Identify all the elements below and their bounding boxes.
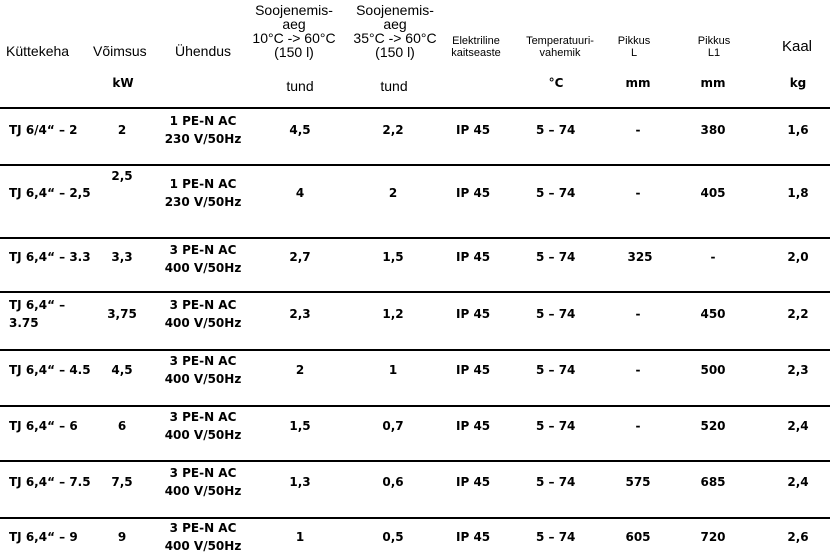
unit-mm-l1: mm [700, 76, 726, 90]
cell-weight: 1,6 [787, 123, 809, 137]
cell-length-l1: 450 [700, 307, 726, 321]
cell-length-l: - [635, 123, 641, 137]
cell-length-l1: - [710, 250, 716, 264]
cell-protection: IP 45 [456, 419, 491, 433]
cell-length-l1: 500 [700, 363, 726, 377]
cell-model: TJ 6,4“ – 4.5 [9, 363, 91, 377]
cell-heat-time-10: 1,3 [289, 475, 311, 489]
cell-power: 3,3 [111, 250, 133, 264]
unit-celsius: °C [548, 76, 564, 90]
cell-length-l1: 405 [700, 186, 726, 200]
row-divider [0, 349, 830, 351]
cell-weight: 2,2 [787, 307, 809, 321]
cell-heat-time-10: 4 [295, 186, 305, 200]
cell-temp-range: 5 – 74 [536, 250, 576, 264]
cell-connection: 3 PE-N AC 400 V/50Hz [164, 243, 242, 275]
cell-heat-time-35: 1,2 [382, 307, 404, 321]
cell-protection: IP 45 [456, 530, 491, 544]
cell-connection: 1 PE-N AC 230 V/50Hz [164, 114, 242, 146]
cell-protection: IP 45 [456, 307, 491, 321]
cell-length-l: 325 [627, 250, 653, 264]
cell-power: 7,5 [111, 475, 133, 489]
cell-temp-range: 5 – 74 [536, 307, 576, 321]
row-divider [0, 517, 830, 519]
cell-model: TJ 6,4“ – 7.5 [9, 475, 91, 489]
row-divider [0, 405, 830, 407]
row-divider [0, 237, 830, 239]
cell-protection: IP 45 [456, 250, 491, 264]
cell-model: TJ 6,4“ – 9 [9, 530, 78, 544]
cell-model: TJ 6,4“ – 3.75 [9, 298, 66, 330]
unit-tund-1: tund [286, 78, 314, 94]
cell-protection: IP 45 [456, 123, 491, 137]
cell-temp-range: 5 – 74 [536, 123, 576, 137]
cell-heat-time-10: 2,3 [289, 307, 311, 321]
cell-temp-range: 5 – 74 [536, 530, 576, 544]
cell-weight: 2,4 [787, 419, 809, 433]
cell-heat-time-10: 4,5 [289, 123, 311, 137]
header-pikkus-l1: Pikkus L1 [697, 35, 731, 59]
row-divider [0, 291, 830, 293]
row-divider [0, 107, 830, 109]
cell-length-l1: 720 [700, 530, 726, 544]
cell-model: TJ 6,4“ – 6 [9, 419, 78, 433]
cell-heat-time-35: 2 [388, 186, 398, 200]
cell-length-l1: 380 [700, 123, 726, 137]
unit-mm-l: mm [625, 76, 651, 90]
cell-temp-range: 5 – 74 [536, 186, 576, 200]
cell-heat-time-10: 1 [295, 530, 305, 544]
cell-connection: 3 PE-N AC 400 V/50Hz [164, 521, 242, 553]
cell-power: 2 [117, 123, 127, 137]
cell-length-l: - [635, 307, 641, 321]
unit-kw: kW [112, 76, 134, 90]
cell-power: 6 [117, 419, 127, 433]
cell-heat-time-10: 2,7 [289, 250, 311, 264]
cell-connection: 1 PE-N AC 230 V/50Hz [164, 177, 242, 209]
cell-heat-time-35: 2,2 [382, 123, 404, 137]
unit-kg: kg [789, 76, 807, 90]
cell-temp-range: 5 – 74 [536, 419, 576, 433]
unit-tund-2: tund [380, 78, 408, 94]
cell-model: TJ 6/4“ – 2 [9, 123, 78, 137]
row-divider [0, 460, 830, 462]
cell-weight: 2,0 [787, 250, 809, 264]
cell-heat-time-35: 0,7 [382, 419, 404, 433]
cell-model: TJ 6,4“ – 3.3 [9, 250, 91, 264]
cell-length-l: - [635, 419, 641, 433]
header-soojenemis-35: Soojenemis- aeg 35°C -> 60°C (150 l) [353, 2, 437, 60]
cell-weight: 2,4 [787, 475, 809, 489]
header-temperatuurivahemik: Temperatuuri- vahemik [526, 35, 594, 59]
cell-power: 3,75 [107, 307, 137, 321]
cell-heat-time-35: 0,5 [382, 530, 404, 544]
cell-length-l: - [635, 363, 641, 377]
cell-connection: 3 PE-N AC 400 V/50Hz [164, 410, 242, 442]
header-soojenemis-10: Soojenemis- aeg 10°C -> 60°C (150 l) [252, 2, 336, 60]
header-voimsus: Võimsus [93, 43, 147, 59]
cell-heat-time-10: 1,5 [289, 419, 311, 433]
header-uhendus: Ühendus [175, 43, 232, 59]
cell-power: 2,5 [111, 169, 133, 183]
cell-heat-time-10: 2 [295, 363, 305, 377]
cell-power: 9 [117, 530, 127, 544]
row-divider [0, 164, 830, 166]
header-kaal: Kaal [781, 38, 813, 55]
cell-protection: IP 45 [456, 186, 491, 200]
cell-connection: 3 PE-N AC 400 V/50Hz [164, 466, 242, 498]
cell-heat-time-35: 0,6 [382, 475, 404, 489]
cell-length-l: - [635, 186, 641, 200]
cell-heat-time-35: 1,5 [382, 250, 404, 264]
header-kuttekeha: Küttekeha [6, 43, 70, 59]
cell-weight: 2,3 [787, 363, 809, 377]
cell-temp-range: 5 – 74 [536, 475, 576, 489]
cell-model: TJ 6,4“ – 2,5 [9, 186, 91, 200]
cell-power: 4,5 [111, 363, 133, 377]
cell-weight: 1,8 [787, 186, 809, 200]
cell-connection: 3 PE-N AC 400 V/50Hz [164, 354, 242, 386]
cell-connection: 3 PE-N AC 400 V/50Hz [164, 298, 242, 330]
header-kaitseaste: Elektriline kaitseaste [451, 35, 501, 59]
cell-length-l1: 520 [700, 419, 726, 433]
cell-protection: IP 45 [456, 363, 491, 377]
header-pikkus-l: Pikkus L [617, 35, 651, 59]
cell-length-l1: 685 [700, 475, 726, 489]
cell-weight: 2,6 [787, 530, 809, 544]
cell-length-l: 605 [625, 530, 651, 544]
cell-length-l: 575 [625, 475, 651, 489]
cell-protection: IP 45 [456, 475, 491, 489]
cell-heat-time-35: 1 [388, 363, 398, 377]
cell-temp-range: 5 – 74 [536, 363, 576, 377]
